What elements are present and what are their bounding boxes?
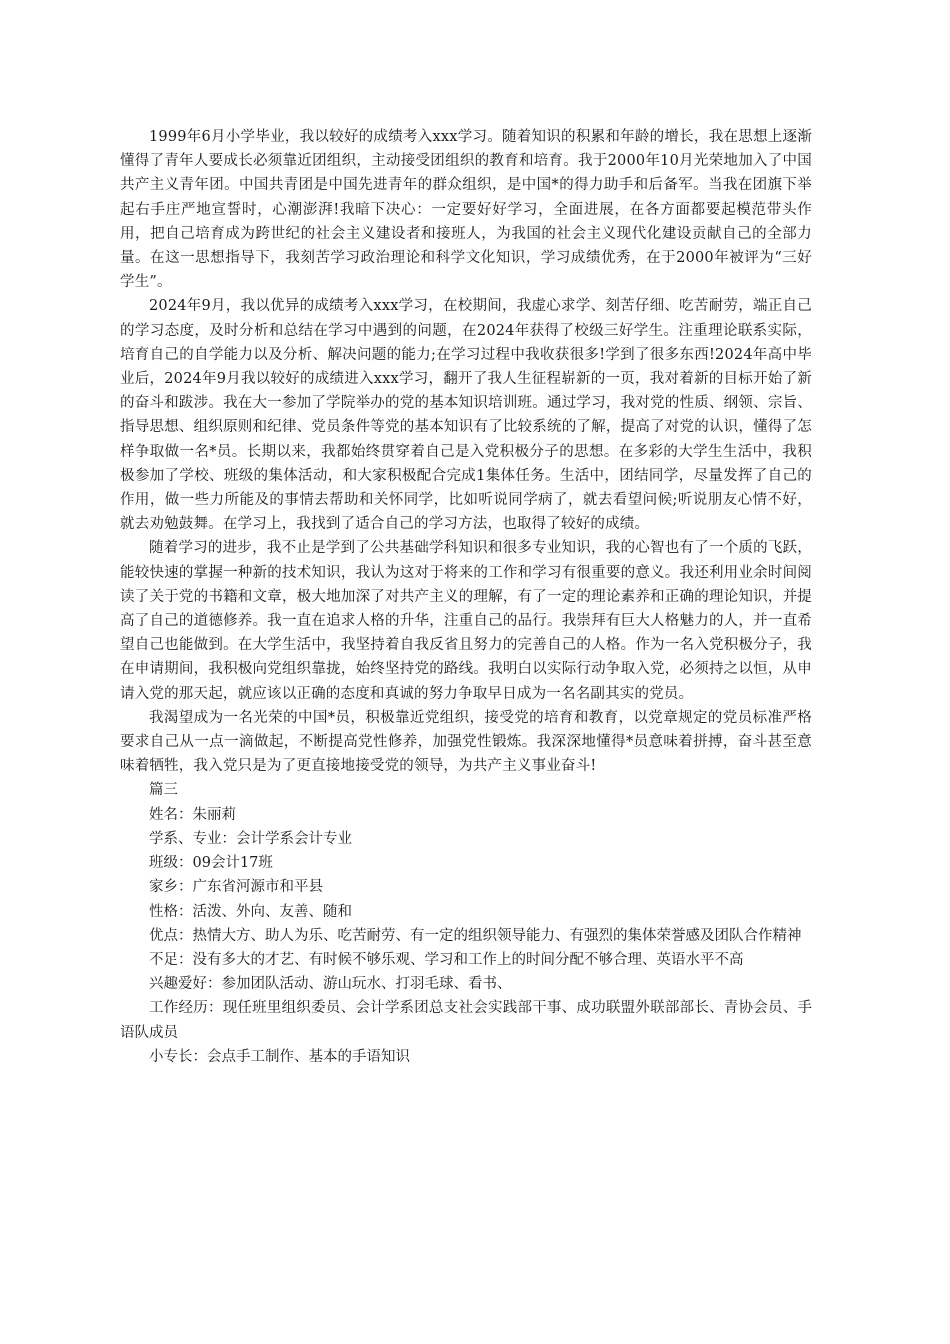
paragraph-2: 2024年9月，我以优异的成绩考入xxx学习，在校期间，我虚心求学、刻苦仔细、吃苦耐劳，端正自己的学习态度，及时分析和总结在学习中遇到的问题，在2024年获得了校级三好学生。注重理论联系实际，培育自己的自学能力以及分析、解决问题的能力;在学习过程中我收获很多!学到了很多东西!2024年高中毕业后，2024年9月我以较好的成绩进入xxx学习，翻开了我人生征程崭新的一页，我对着新的目标开始了新的奋斗和跋涉。我在大一参加了学院举办的党的基本知识培训班。通过学习，我对党的性质、纲领、宗旨、指导思想、组织原则和纪律、党员条件等党的基本知识有了比较系统的了解，提高了对党的认识，懂得了怎样争取做一名*员。长期以来，我都始终贯穿着自己是入党积极分子的思想。在多彩的大学生生活中，我积极参加了学校、班级的集体活动，和大家积极配合完成1集体任务。生活中，团结同学，尽量发挥了自己的作用，做一些力所能及的事情去帮助和关怀同学，比如听说同学病了，就去看望问候;听说朋友心情不好，就去劝勉鼓舞。在学习上，我找到了适合自己的学习方法，也取得了较好的成绩。 xyxy=(120,298,812,533)
profile-class: 班级：09会计17班 xyxy=(149,855,273,872)
paragraph-1: 1999年6月小学毕业，我以较好的成绩考入xxx学习。随着知识的积累和年龄的增长，我在思想上逐渐懂得了青年人要成长必须靠近团组织，主动接受团组织的教育和培育。我于2000年10月光荣地加入了中国共产主义青年团。中国共青团是中国先进青年的群众组织，是中国*的得力助手和后备军。当我在团旗下举起右手庄严地宣誓时，心潮澎湃!我暗下决心：一定要好好学习，全面进展，在各方面都要起模范带头作用，把自己培育成为跨世纪的社会主义建设者和接班人，为我国的社会主义现代化建设贡献自己的全部力量。在这一思想指导下，我刻苦学习政治理论和科学文化知识，学习成绩优秀，在于2000年被评为“三好学生”。 xyxy=(120,129,812,291)
profile-work-experience: 工作经历：现任班里组织委员、会计学系团总支社会实践部干事、成功联盟外联部部长、青协会员、手语队成员 xyxy=(120,1000,812,1041)
profile-hobbies: 兴趣爱好：参加团队活动、游山玩水、打羽毛球、看书、 xyxy=(149,976,512,993)
paragraph-4: 我渴望成为一名光荣的中国*员，积极靠近党组织，接受党的培育和教育，以党章规定的党员标准严格要求自己从一点一滴做起，不断提高党性修养，加强党性锻炼。我深深地懂得*员意味着拼搏，奋斗甚至意味着牺牲，我入党只是为了更直接地接受党的领导，为共产主义事业奋斗! xyxy=(120,709,812,775)
section-title: 篇三 xyxy=(149,782,178,799)
profile-weaknesses: 不足：没有多大的才艺、有时候不够乐观、学习和工作上的时间分配不够合理、英语水平不高 xyxy=(149,951,744,968)
profile-department: 学系、专业：会计学系会计专业 xyxy=(149,830,352,847)
profile-strengths: 优点：热情大方、助人为乐、吃苦耐劳、有一定的组织领导能力、有强烈的集体荣誉感及团队合作精神 xyxy=(149,927,802,944)
paragraph-3: 随着学习的进步，我不止是学到了公共基础学科知识和很多专业知识，我的心智也有了一个质的飞跃，能较快速的掌握一种新的技术知识，我认为这对于将来的工作和学习有很重要的意义。我还利用业余时间阅读了关于党的书籍和文章，极大地加深了对共产主义的理解，有了一定的理论素养和正确的理论知识，并提高了自己的道德修养。我一直在追求人格的升华，注重自己的品行。我崇拜有巨大人格魅力的人，并一直希望自己也能做到。在大学生活中，我坚持着自我反省且努力的完善自己的人格。作为一名入党积极分子，我在申请期间，我积极向党组织靠拢，始终坚持党的路线。我明白以实际行动争取入党，必须持之以恒，从申请入党的那天起，就应该以正确的态度和真诚的努力争取早日成为一名名副其实的党员。 xyxy=(120,540,812,702)
document-page xyxy=(120,125,812,1069)
profile-skills: 小专长：会点手工制作、基本的手语知识 xyxy=(149,1048,410,1065)
profile-hometown: 家乡：广东省河源市和平县 xyxy=(149,879,323,896)
profile-personality: 性格：活泼、外向、友善、随和 xyxy=(149,903,352,920)
profile-name: 姓名：朱丽莉 xyxy=(149,806,236,823)
